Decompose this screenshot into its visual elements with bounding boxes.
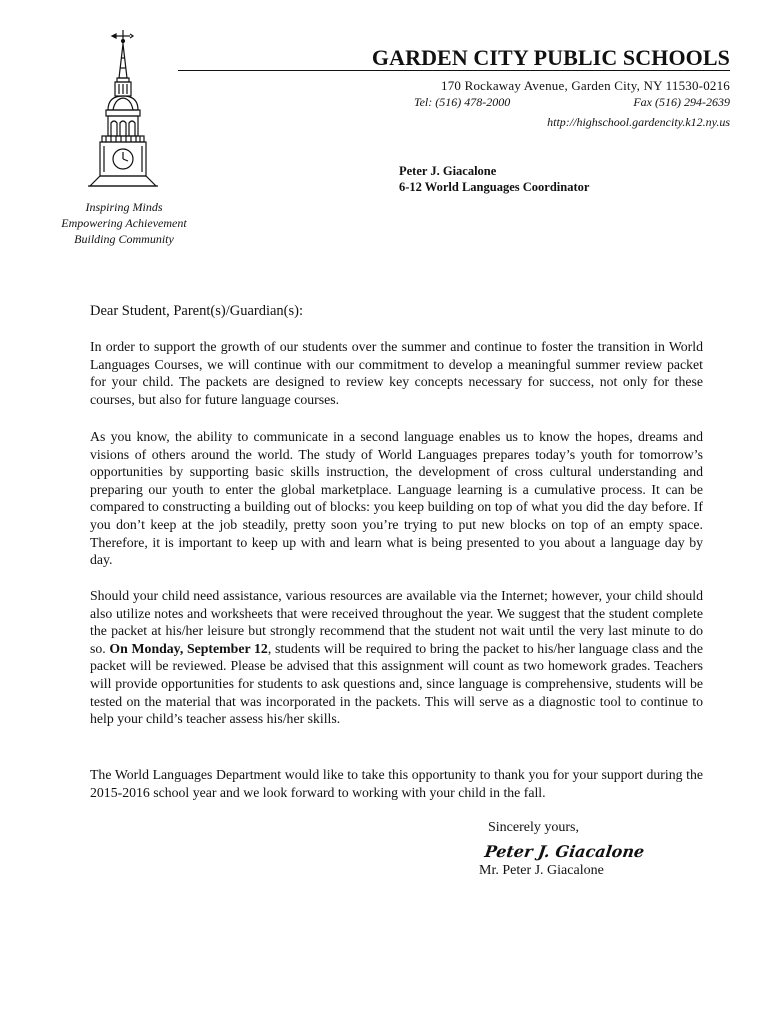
school-address: 170 Rockaway Avenue, Garden City, NY 11530-0216 (441, 78, 730, 93)
paragraph-text: Should your child need assistance, various resources are available via the Internet; however, your child should also utilize notes and worksheets that were received throughout the year. We suggest that the student complete the packet at his/her leisure but strongly recommend that the student not wait until the very last minute to do so. (90, 588, 703, 656)
coordinator-title: 6-12 World Languages Coordinator (399, 180, 590, 194)
letter-paragraph-4: The World Languages Department would like to take this opportunity to thank you for your support during the 2015-2016 school year and we look forward to working with your child in the fall. (90, 767, 703, 800)
motto-line: Inspiring Minds (85, 200, 163, 214)
letter-paragraph-3 (90, 587, 703, 728)
letter-paragraph-2: As you know, the ability to communicate in a second language enables us to know the hopes, dreams and visions of others around the world. The study of World Languages prepares today’s youth for tomorrow’s opportunities by supporting basic skills instruction, the development of cross cultural understanding and preparing our youth to enter the global marketplace. Language learning is a cumulative process. It can be compared to constructing a building out of blocks: you keep building on top of what you did the day before. If you don’t keep at the job steadily, pretty soon you’re trying to put new blocks on top of an empty space. Therefore, it is important to keep up with and learn what is being presented to you about a language day by day. (90, 429, 703, 568)
motto-line: Building Community (74, 232, 174, 246)
signature-text: Peter J. Giacalone (483, 842, 646, 861)
school-phone: Tel: (516) 478-2000 (414, 95, 511, 109)
letter-paragraph-1: In order to support the growth of our students over the summer and continue to foster the transition in World Languages Courses, we will continue with our commitment to develop a meaningful summer review packet for your child. The packets are designed to review key concepts necessary for success, not only for these courses, but also for future language courses. (90, 339, 703, 407)
school-website: http://highschool.gardencity.k12.ny.us (547, 115, 730, 129)
letter-salutation: Dear Student, Parent(s)/Guardian(s): (90, 303, 304, 319)
coordinator-name: Peter J. Giacalone (399, 164, 497, 178)
clock-tower-icon (86, 28, 160, 188)
signer-name: Mr. Peter J. Giacalone (479, 863, 604, 878)
school-name: GARDEN CITY PUBLIC SCHOOLS (371, 45, 730, 70)
header-divider (178, 70, 730, 71)
paragraph-text: , students will be required to bring the packet to his/her language class and the packet will be reviewed. Please be advised that this assignment will count as two homework grades. Teachers will provide opportunities for students to ask questions and, since language is comprehensive, students will be tested on the material that was incorporated in the packets. This will serve as a diagnostic tool to continue to help your child’s teacher assess his/her skills. (90, 640, 704, 727)
coordinator-block (399, 163, 589, 195)
letter-closing: Sincerely yours, (488, 820, 579, 835)
school-fax: Fax (516) 294-2639 (633, 95, 730, 109)
motto-line: Empowering Achievement (61, 216, 187, 230)
signature (483, 836, 646, 864)
deadline-date: On Monday, September 12 (109, 640, 268, 656)
school-motto (50, 199, 198, 247)
